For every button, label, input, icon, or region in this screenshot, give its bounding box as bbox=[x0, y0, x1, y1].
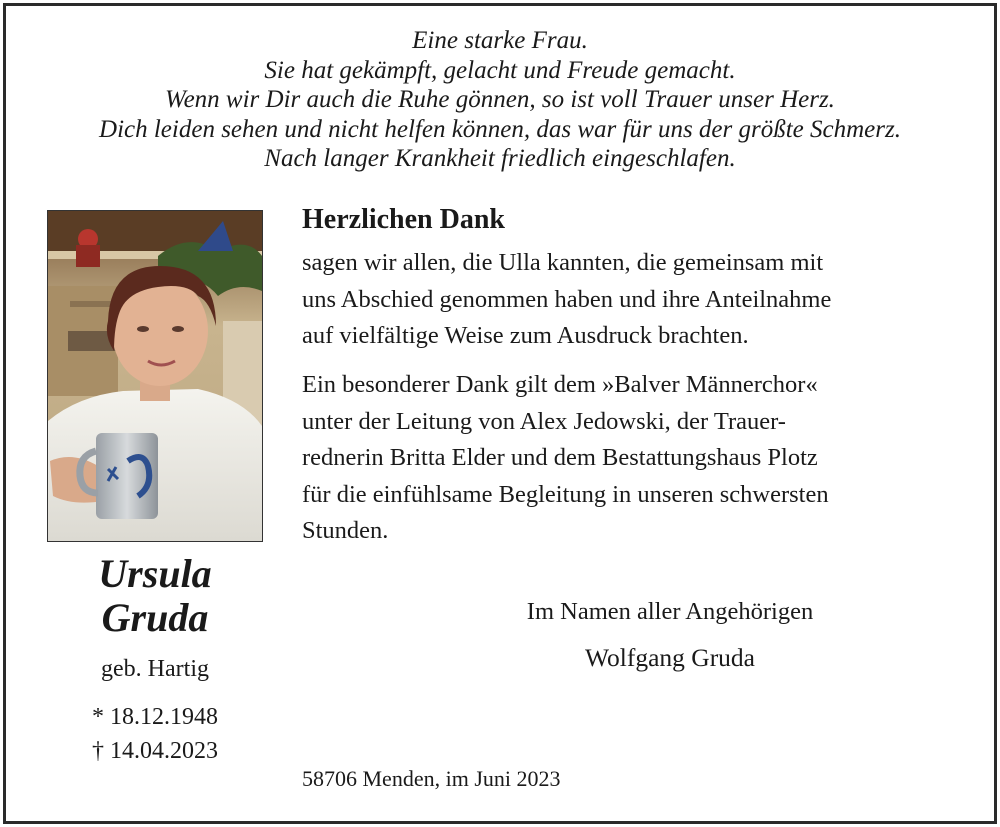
portrait-photo bbox=[47, 210, 263, 542]
first-name: Ursula bbox=[98, 551, 212, 596]
poem-line: Eine starke Frau. bbox=[412, 27, 588, 54]
signoff-line: Im Namen aller Angehörigen bbox=[526, 598, 814, 625]
death-date: † 14.04.2023 bbox=[92, 738, 218, 764]
poem-line: Dich leiden sehen und nicht helfen können, das war für uns der größte Schmerz. bbox=[99, 115, 901, 143]
poem bbox=[0, 26, 1000, 174]
thanks-paragraph-2 bbox=[302, 367, 829, 550]
last-name: Gruda bbox=[101, 595, 209, 640]
poem-line: Wenn wir Dir auch die Ruhe gönnen, so ist voll Trauer unser Herz. bbox=[165, 86, 835, 113]
place-date: 58706 Menden, im Juni 2023 bbox=[302, 766, 561, 791]
deceased-name bbox=[50, 552, 260, 640]
text-line: unter der Leitung von Alex Jedowski, der Trauer- bbox=[302, 407, 786, 435]
thanks-paragraph-1 bbox=[302, 245, 831, 355]
text-line: Ein besonderer Dank gilt dem »Balver Männerchor« bbox=[302, 371, 818, 398]
birth-name: geb. Hartig bbox=[101, 656, 209, 682]
text-line: sagen wir allen, die Ulla kannten, die gemeinsam mit bbox=[302, 249, 824, 276]
signer-name: Wolfgang Gruda bbox=[584, 643, 756, 672]
life-dates bbox=[50, 700, 260, 768]
text-line: Stunden. bbox=[302, 517, 389, 544]
thanks-title: Herzlichen Dank bbox=[302, 204, 505, 235]
text-line: für die einfühlsame Begleitung in unseren schwersten bbox=[302, 480, 829, 508]
text-line: uns Abschied genommen haben und ihre Anteilnahme bbox=[302, 285, 832, 313]
text-line: rednerin Britta Elder und dem Bestattungshaus Plotz bbox=[302, 444, 818, 471]
poem-line: Sie hat gekämpft, gelacht und Freude gemacht. bbox=[264, 56, 736, 84]
birth-date: * 18.12.1948 bbox=[92, 704, 218, 730]
poem-line: Nach langer Krankheit friedlich eingeschlafen. bbox=[264, 145, 736, 172]
text-line: auf vielfältige Weise zum Ausdruck brachten. bbox=[302, 322, 749, 349]
